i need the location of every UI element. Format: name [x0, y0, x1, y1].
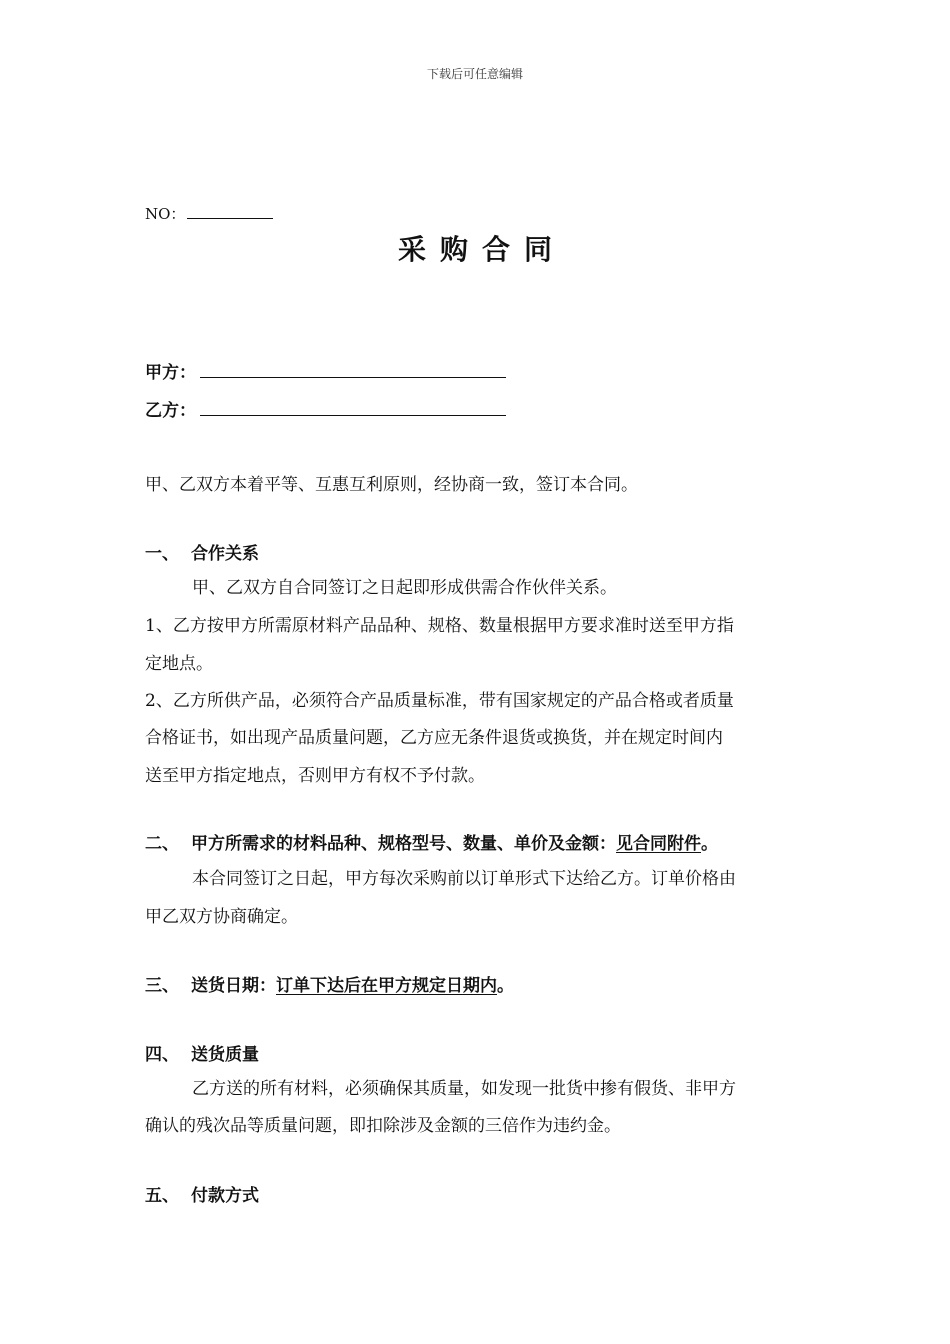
section-1-item-1-line-1: 1、乙方按甲方所需原材料产品品种、规格、数量根据甲方要求准时送至甲方指 [145, 616, 734, 636]
section-2-title-end: 。 [701, 834, 718, 854]
contract-number-blank [187, 204, 273, 219]
section-3-delivery-term: 订单下达后在甲方规定日期内 [276, 976, 497, 996]
party-b-label: 乙方： [145, 401, 196, 421]
section-4-heading [145, 1040, 259, 1065]
section-5-title: 付款方式 [191, 1186, 259, 1206]
section-4-title: 送货质量 [191, 1045, 259, 1065]
section-5-number: 五、 [145, 1186, 179, 1206]
section-1-item-2-line-3: 送至甲方指定地点，否则甲方有权不予付款。 [145, 766, 485, 786]
contract-number [145, 203, 273, 224]
section-1-item-2-line-1: 2、乙方所供产品，必须符合产品质量标准，带有国家规定的产品合格或者质量 [145, 691, 734, 711]
section-5-heading [145, 1181, 259, 1206]
section-2-paragraph-line-2: 甲乙双方协商确定。 [145, 907, 298, 927]
section-1-heading [145, 539, 259, 564]
section-2-paragraph-line-1: 本合同签订之日起，甲方每次采购前以订单形式下达给乙方。订单价格由 [192, 869, 736, 889]
section-1-item-1-line-2: 定地点。 [145, 654, 213, 674]
section-2-number: 二、 [145, 834, 179, 854]
party-a-label: 甲方： [145, 363, 196, 383]
page-title: 采购合同 [397, 233, 566, 266]
party-b [145, 396, 506, 421]
header-note: 下载后可任意编辑 [426, 67, 523, 81]
intro-paragraph: 甲、乙双方本着平等、互惠互利原则，经协商一致，签订本合同。 [145, 475, 638, 495]
party-b-blank [200, 399, 506, 416]
section-1-title: 合作关系 [191, 544, 259, 564]
section-2-attachment-ref: 见合同附件 [616, 834, 701, 854]
section-3-heading [145, 971, 514, 996]
section-4-paragraph-line-2: 确认的残次品等质量问题，即扣除涉及金额的三倍作为违约金。 [145, 1116, 621, 1136]
contract-number-label: NO： [145, 205, 186, 223]
section-3-number: 三、 [145, 976, 179, 996]
section-1-paragraph: 甲、乙双方自合同签订之日起即形成供需合作伙伴关系。 [192, 578, 617, 598]
section-3-title-end: 。 [497, 976, 514, 996]
section-4-paragraph-line-1: 乙方送的所有材料，必须确保其质量，如发现一批货中掺有假货、非甲方 [192, 1079, 736, 1099]
party-a [145, 358, 506, 383]
section-1-item-2-line-2: 合格证书，如出现产品质量问题，乙方应无条件退货或换货，并在规定时间内 [145, 728, 723, 748]
section-4-number: 四、 [145, 1045, 179, 1065]
section-2-title: 甲方所需求的材料品种、规格型号、数量、单价及金额： [191, 834, 616, 854]
party-a-blank [200, 361, 506, 378]
section-2-heading [145, 829, 718, 854]
section-3-title: 送货日期： [191, 976, 276, 996]
section-1-number: 一、 [145, 544, 179, 564]
